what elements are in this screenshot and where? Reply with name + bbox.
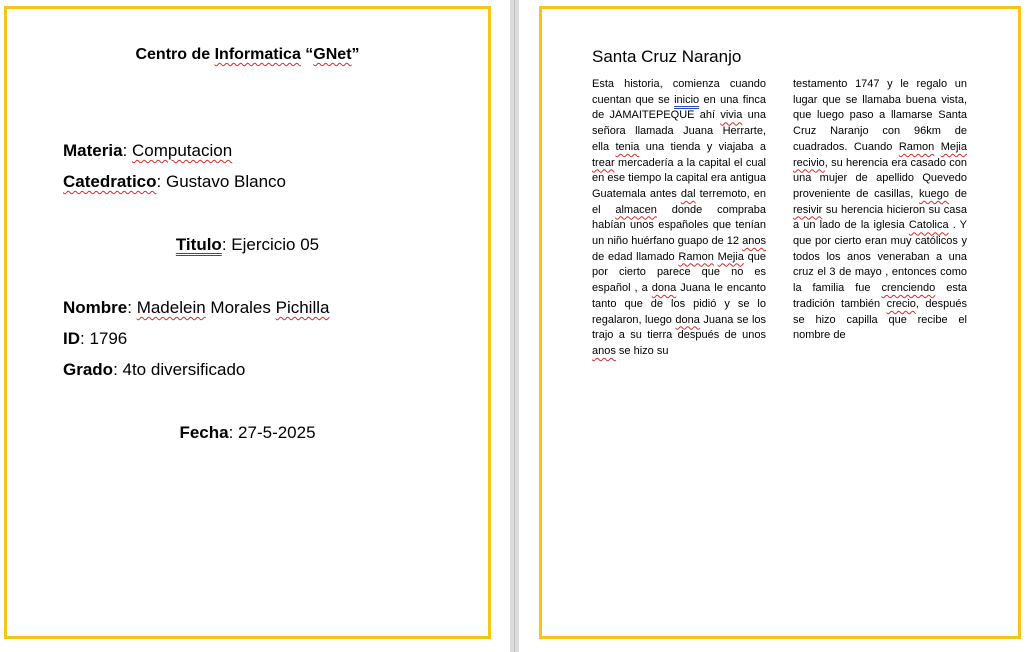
spelling-error-mark[interactable]: recivio [793,156,825,169]
spelling-error-mark[interactable]: Mejia [940,140,967,153]
spelling-error-mark[interactable]: dal [680,187,696,200]
field-fecha: Fecha: 27-5-2025 [179,423,316,442]
spelling-error-mark[interactable]: tenia [615,140,640,153]
story-column-right: testamento 1747 y le regalo un lugar que se llamaba buena vista, que luego paso a llamarse Santa Cruz Naranjo con 96km de cuadrados. Cuando Ramon Mejia recivio, su herencia era casado con una mujer de apellido Quevedo proveniente de casillas, kuego de resivir su herencia hicieron su casa a un lado de la iglesia Catolica . Y que por cierto eran muy católicos y todos los anos veneraban a una cruz el 3 de mayo , entonces como la familia fue crenciendo esta tradición también crecio, después se hizo capilla que recibe el nombre de [793,78,968,342]
spelling-error-mark[interactable]: vivia [720,109,743,122]
field-catedratico: Catedratico: Gustavo Blanco [63,172,286,191]
page-gutter-divider [514,0,515,652]
spelling-error-mark[interactable]: dona [675,313,700,326]
field-id: ID: 1796 [63,329,128,348]
spelling-error-mark[interactable]: dona [651,282,677,295]
spelling-error-mark[interactable]: kuego [919,187,950,200]
cover-page-border [4,6,491,639]
field-titulo: Titulo: Ejercicio 05 [175,235,320,254]
field-nombre: Nombre: Madelein Morales Pichilla [63,298,330,317]
story-column-left: Esta historia, comienza cuando cuentan que se inicio en una finca de JAMAITEPEQUE ahí vivia una señora llamada Juana Herrarte, ella tenia una tienda y viajaba a trear mercadería a la capital el cual en ese tiempo la capital era antigua Guatemala antes dal terremoto, en el almacen donde compraba habían unos españoles que tenían un niño huérfano guapo de 12 anos de edad llamado Ramon Mejia que por cierto parece que no es español , a dona Juana le encanto tanto que de los pidió y se lo regalaron, luego dona Juana se los trajo a su tierra después de unos anos se hizo su [592,78,766,357]
spelling-error-mark[interactable]: trear [592,156,615,169]
spelling-error-mark[interactable]: Ramon [678,250,714,263]
spelling-error-mark[interactable]: almacen [615,203,657,216]
story-title: Santa Cruz Naranjo [592,47,742,66]
field-grado: Grado: 4to diversificado [63,360,246,379]
cover-title: Centro de Informatica “GNet” [135,46,360,63]
spelling-error-mark[interactable]: crecio [886,297,916,310]
grammar-error-mark[interactable]: inicio [674,93,700,106]
spelling-error-mark[interactable]: anos [742,235,766,248]
spelling-error-mark[interactable]: Mejia [717,250,744,263]
spelling-error-mark[interactable]: anos [592,344,616,357]
spelling-error-mark[interactable]: crenciendo [881,282,936,295]
field-materia: Materia: Computacion [63,141,233,160]
spelling-error-mark[interactable]: Ramon [898,140,935,153]
spelling-error-mark[interactable]: resivir [793,203,823,216]
spelling-error-mark[interactable]: Catolica [908,219,949,232]
